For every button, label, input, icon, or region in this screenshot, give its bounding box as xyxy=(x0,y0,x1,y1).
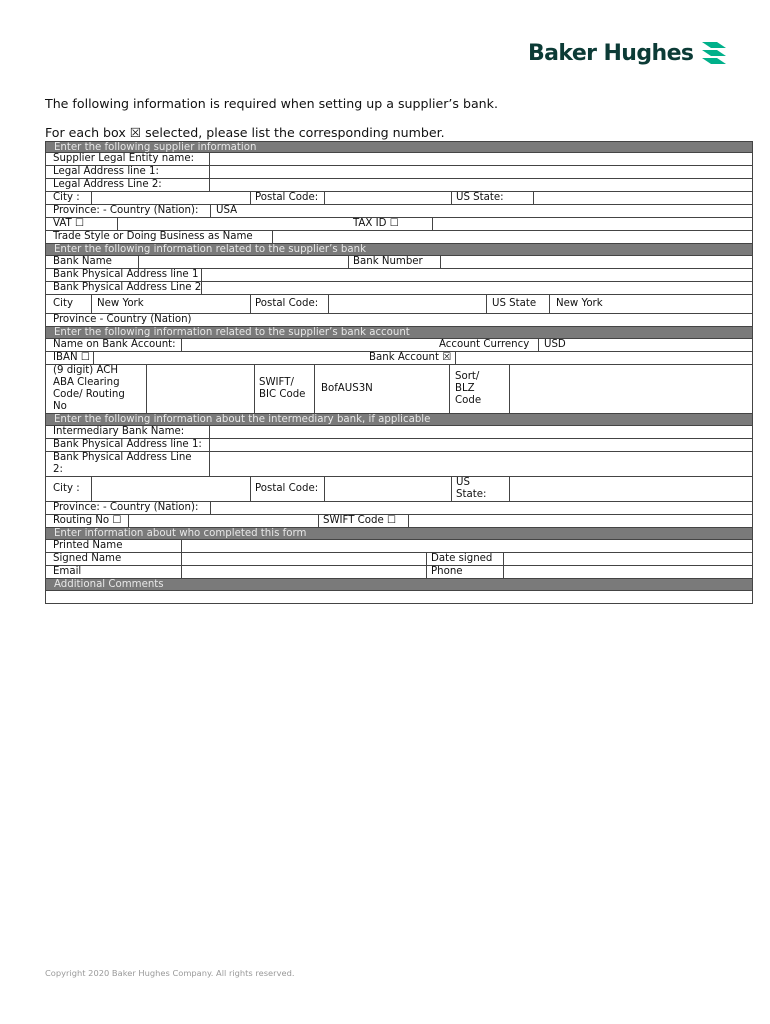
intermediary-address1-row xyxy=(45,439,753,452)
supplier-legal-entity-row xyxy=(45,153,753,166)
field-label: Province: - Country (Nation): xyxy=(53,502,199,513)
section-title: Additional Comments xyxy=(54,579,164,590)
field-label: Email xyxy=(53,566,82,577)
section-header-completed-by xyxy=(45,528,753,540)
printed-name-row xyxy=(45,540,753,553)
field-label: Sort/ xyxy=(455,371,480,382)
intro-instruction: For each box ☒ selected, please list the corresponding number. xyxy=(45,125,445,140)
company-logo xyxy=(528,38,729,68)
field-label: Bank Name xyxy=(53,256,112,267)
field-label: Province - Country (Nation) xyxy=(53,314,192,325)
field-label: Postal Code: xyxy=(255,298,319,309)
field-label: Bank Physical Address line 1: xyxy=(53,439,202,450)
section-header-bank xyxy=(45,244,753,256)
supplier-trade-style-row xyxy=(45,231,753,244)
bank-account-checkbox-label[interactable]: Bank Account ☒ xyxy=(369,352,452,363)
field-label: Printed Name xyxy=(53,540,123,551)
intermediary-name-row xyxy=(45,426,753,439)
vat-checkbox-label[interactable]: VAT ☐ xyxy=(53,218,85,229)
field-label: Code xyxy=(455,395,482,406)
field-label: No xyxy=(53,401,67,412)
field-label: Account Currency xyxy=(439,339,530,350)
signed-name-row xyxy=(45,553,753,566)
field-value: BofAUS3N xyxy=(321,383,373,394)
supplier-province-row xyxy=(45,205,753,218)
field-label: Bank Physical Address Line xyxy=(53,452,192,463)
field-label: City xyxy=(53,298,73,309)
section-title: Enter the following information about the intermediary bank, if applicable xyxy=(54,414,431,425)
field-label: US State xyxy=(492,298,537,309)
field-label: Date signed xyxy=(431,553,493,564)
field-label: City : xyxy=(53,192,80,203)
bank-province-row xyxy=(45,314,753,327)
field-label: Intermediary Bank Name: xyxy=(53,426,185,437)
field-label: Bank Number xyxy=(353,256,423,267)
section-title: Enter the following information related to the supplier’s bank xyxy=(54,244,366,255)
bank-address2-row xyxy=(45,282,753,295)
field-label: Name on Bank Account: xyxy=(53,339,176,350)
taxid-checkbox-label[interactable]: TAX ID ☐ xyxy=(353,218,399,229)
supplier-vat-row xyxy=(45,218,753,231)
field-value: New York xyxy=(97,298,144,309)
iban-checkbox-label[interactable]: IBAN ☐ xyxy=(53,352,90,363)
field-label: (9 digit) ACH xyxy=(53,365,119,376)
field-label: US xyxy=(456,477,470,488)
field-label: City : xyxy=(53,483,80,494)
field-label: Province: - Country (Nation): xyxy=(53,205,199,216)
account-name-row xyxy=(45,339,753,352)
supplier-city-row xyxy=(45,192,753,205)
field-label: Postal Code: xyxy=(255,192,319,203)
field-label: Code/ Routing xyxy=(53,389,125,400)
swift-checkbox-label[interactable]: SWIFT Code ☐ xyxy=(323,515,397,526)
field-label: Signed Name xyxy=(53,553,122,564)
supplier-bank-form xyxy=(45,141,753,604)
field-label: US State: xyxy=(456,192,504,203)
comments-field[interactable] xyxy=(45,591,753,604)
logo-mark-icon xyxy=(699,38,729,68)
field-label: BIC Code xyxy=(259,389,306,400)
email-row xyxy=(45,566,753,579)
field-label: ABA Clearing xyxy=(53,377,120,388)
intermediary-province-row xyxy=(45,502,753,515)
account-routing-row xyxy=(45,365,753,414)
supplier-address2-row xyxy=(45,179,753,192)
copyright-text: Copyright 2020 Baker Hughes Company. All rights reserved. xyxy=(45,968,295,978)
field-label: Legal Address Line 2: xyxy=(53,179,162,190)
field-value: New York xyxy=(556,298,603,309)
section-header-comments xyxy=(45,579,753,591)
account-iban-row xyxy=(45,352,753,365)
field-label: Supplier Legal Entity name: xyxy=(53,153,195,164)
intermediary-routing-row xyxy=(45,515,753,528)
field-label: Phone xyxy=(431,566,463,577)
section-header-supplier xyxy=(45,141,753,153)
bank-city-row xyxy=(45,295,753,314)
field-label: Bank Physical Address line 1 xyxy=(53,269,199,280)
field-label: BLZ xyxy=(455,383,475,394)
field-value: USD xyxy=(544,339,566,350)
field-label: Postal Code: xyxy=(255,483,319,494)
section-header-intermediary xyxy=(45,414,753,426)
field-label: Bank Physical Address Line 2 xyxy=(53,282,202,293)
logo-wordmark: Baker Hughes xyxy=(528,40,694,66)
routing-checkbox-label[interactable]: Routing No ☐ xyxy=(53,515,122,526)
bank-name-row xyxy=(45,256,753,269)
field-label: State: xyxy=(456,489,487,500)
intermediary-address2-row xyxy=(45,452,753,477)
section-header-account xyxy=(45,327,753,339)
intermediary-city-row xyxy=(45,477,753,502)
field-value: USA xyxy=(216,205,238,216)
intro-text: The following information is required when setting up a supplier’s bank. xyxy=(45,96,498,111)
field-label: 2: xyxy=(53,464,63,475)
section-title: Enter the following information related to the supplier’s bank account xyxy=(54,327,410,338)
supplier-address1-row xyxy=(45,166,753,179)
field-label: Legal Address line 1: xyxy=(53,166,159,177)
field-label: Trade Style or Doing Business as Name xyxy=(53,231,253,242)
bank-address1-row xyxy=(45,269,753,282)
section-title: Enter the following supplier information xyxy=(54,142,257,153)
section-title: Enter information about who completed this form xyxy=(54,528,307,539)
field-label: SWIFT/ xyxy=(259,377,294,388)
